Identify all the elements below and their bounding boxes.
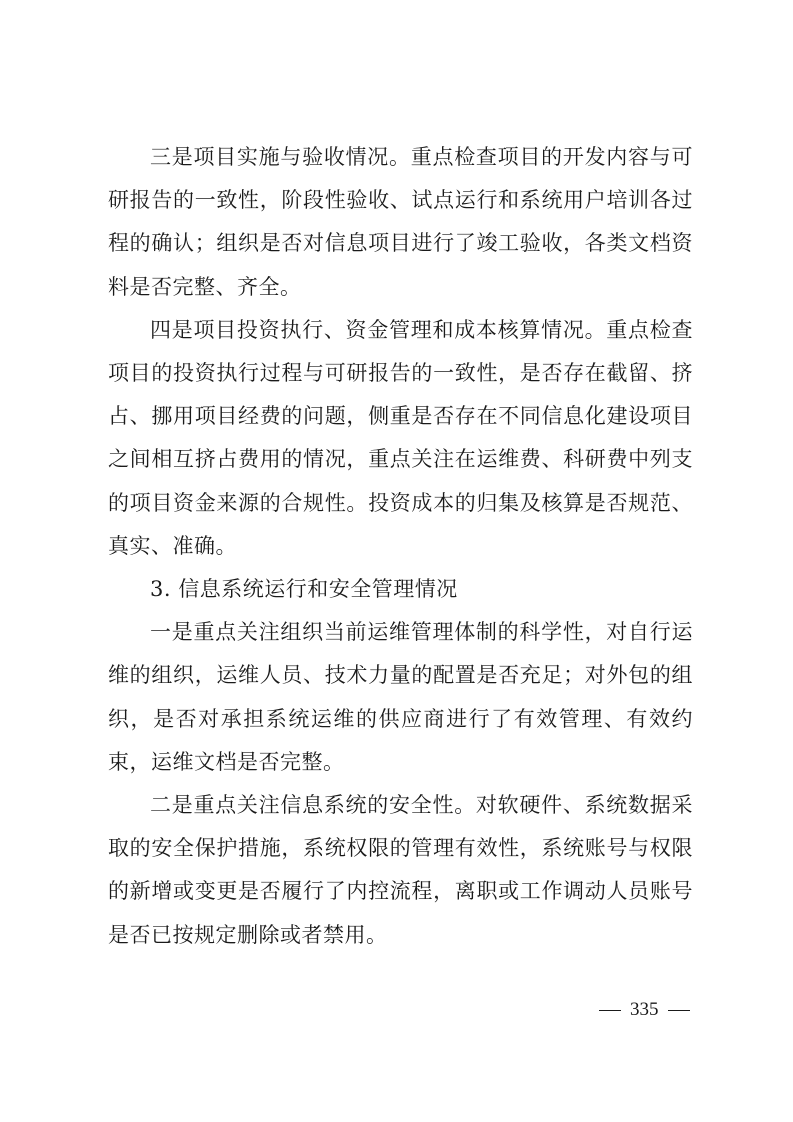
paragraph-investment-execution: 四是项目投资执行、资金管理和成本核算情况。重点检查项目的投资执行过程与可研报告的一致性，是否存在截留、挤占、挪用项目经费的问题，侧重是否存在不同信息化建设项目之间相互挤占费用的情况，重点关注在运维费、科研费中列支的项目资金来源的合规性。投资成本的归集及核算是否规范、真实、准确。 [108,317,693,558]
footer-dash-right [668,1010,690,1011]
footer-dash-left [599,1010,621,1011]
page-number: 335 [630,999,659,1020]
paragraph-operations-management: 一是重点关注组织当前运维管理体制的科学性，对自行运维的组织，运维人员、技术力量的配置是否充足；对外包的组织，是否对承担系统运维的供应商进行了有效管理、有效约束，运维文档是否完整。 [108,620,693,774]
paragraph-system-security: 二是重点关注信息系统的安全性。对软硬件、系统数据采取的安全保护措施，系统权限的管理有效性，系统账号与权限的新增或变更是否履行了内控流程，离职或工作调动人员账号是否已按规定删除或者禁用。 [108,793,693,947]
section-heading-operations-security: 3. 信息系统运行和安全管理情况 [150,577,458,602]
document-body [108,136,693,957]
page-footer [590,998,699,1022]
paragraph-project-implementation: 三是项目实施与验收情况。重点检查项目的开发内容与可研报告的一致性，阶段性验收、试点运行和系统用户培训各过程的确认；组织是否对信息项目进行了竣工验收，各类文档资料是否完整、齐全。 [108,145,693,299]
